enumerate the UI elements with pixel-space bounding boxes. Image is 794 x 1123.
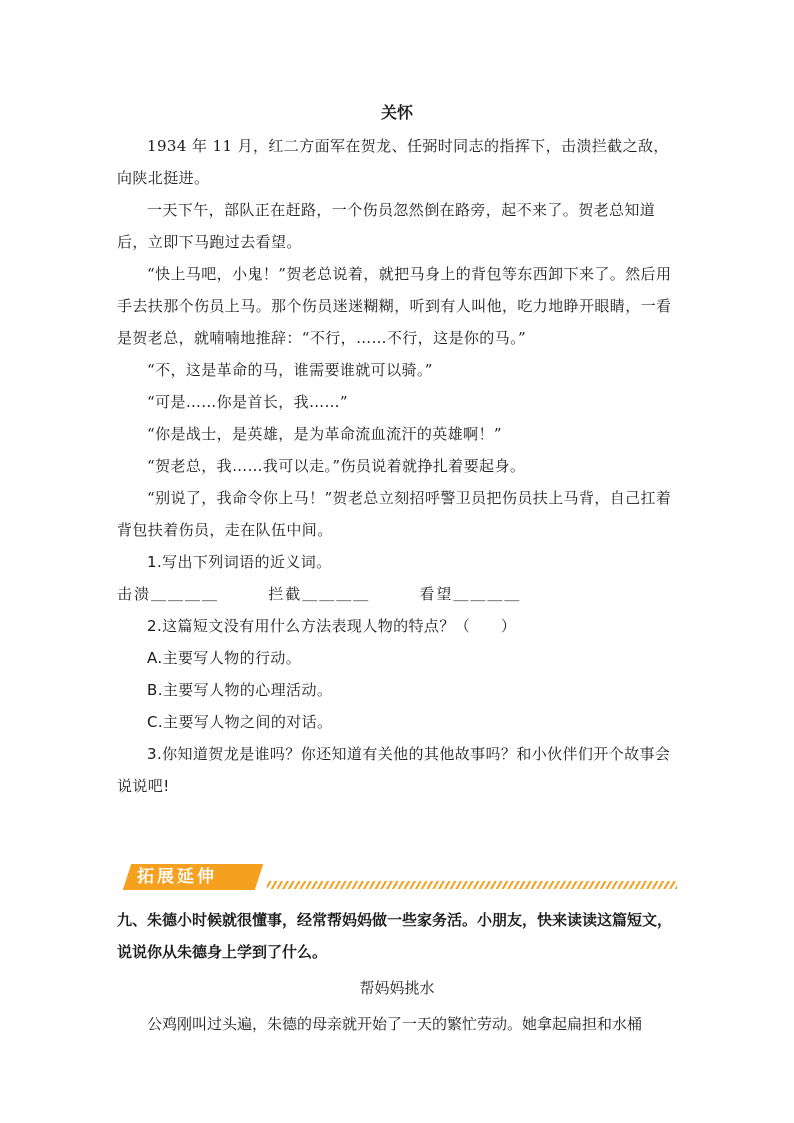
story-paragraph: “快上马吧，小鬼！”贺老总说着，就把马身上的背包等东西卸下来了。然后用手去扶那个伤员上马。那个伤员迷迷糊糊，听到有人叫他，吃力地睁开眼睛，一看是贺老总，就喃喃地推辞：“不行，……不行，这是你的马。” — [117, 265, 672, 347]
question-9: 九、朱德小时候就很懂事，经常帮妈妈做一些家务活。小朋友，快来读读这篇短文，说说你从朱德身上学到了什么。 — [117, 911, 673, 961]
banner-label-text: 拓展延伸 — [137, 867, 217, 887]
story-title: 关怀 — [380, 103, 413, 122]
synonym-blank[interactable]: 看望＿＿＿＿ — [419, 585, 522, 603]
synonym-words — [117, 578, 677, 610]
story-paragraph: “你是战士，是英雄，是为革命流血流汗的英雄啊！” — [147, 425, 502, 443]
stripe-divider — [267, 881, 677, 889]
option-b[interactable]: B.主要写人物的心理活动。 — [147, 681, 333, 699]
story-paragraph: “别说了，我命令你上马！”贺老总立刻招呼警卫员把伤员扶上马背，自己扛着背包扶着伤员，走在队伍中间。 — [117, 489, 672, 539]
story-paragraph: 一天下午，部队正在赶路，一个伤员忽然倒在路旁，起不来了。贺老总知道后，立即下马跑过去看望。 — [117, 201, 656, 251]
story-paragraph: 1934 年 11 月，红二方面军在贺龙、任弼时同志的指挥下，击溃拦截之敌，向陕北挺进。 — [117, 137, 669, 187]
option-c[interactable]: C.主要写人物之间的对话。 — [147, 713, 333, 731]
question-1: 1.写出下列词语的近义词。 — [147, 553, 332, 571]
extension-banner — [117, 860, 677, 894]
synonym-blank[interactable]: 拦截＿＿＿＿ — [268, 585, 371, 603]
story-paragraph: “贺老总，我……我可以走。”伤员说着就挣扎着要起身。 — [147, 457, 526, 475]
extension-body: 公鸡刚叫过头遍，朱德的母亲就开始了一天的繁忙劳动。她拿起扁担和水桶 — [147, 1015, 643, 1033]
question-2: 2.这篇短文没有用什么方法表现人物的特点？（ ） — [147, 617, 517, 635]
story-paragraph: “不，这是革命的马，谁需要谁就可以骑。” — [147, 361, 433, 379]
story-paragraph: “可是……你是首长，我……” — [147, 393, 348, 411]
question-3: 3.你知道贺龙是谁吗？你还知道有关他的其他故事吗？和小伙伴们开个故事会说说吧! — [117, 745, 671, 795]
synonym-blank[interactable]: 击溃＿＿＿＿ — [117, 585, 220, 603]
option-a[interactable]: A.主要写人物的行动。 — [147, 649, 302, 667]
story-text — [117, 130, 677, 802]
extension-title: 帮妈妈挑水 — [359, 979, 435, 997]
extension-section — [117, 904, 677, 1040]
banner-label — [123, 864, 253, 890]
